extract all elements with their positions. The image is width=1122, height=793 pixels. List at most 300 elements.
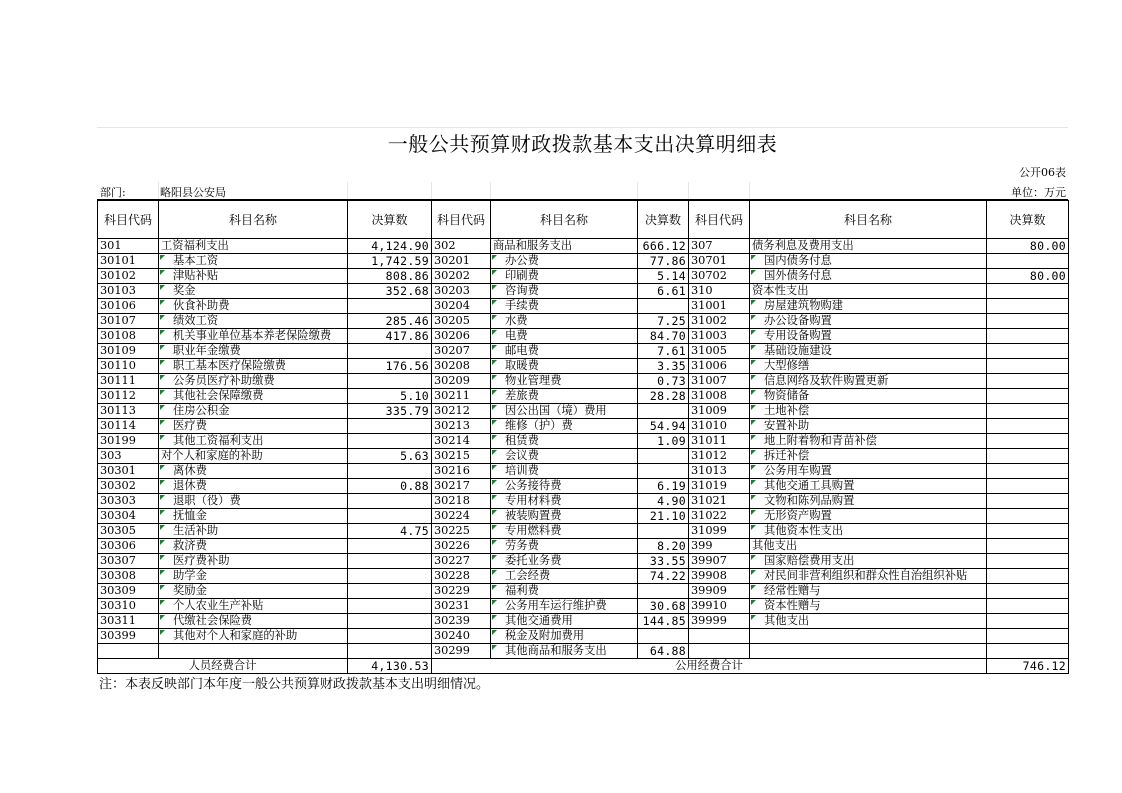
grid-divider	[431, 182, 432, 199]
account-code-cell: 30215	[432, 449, 491, 464]
header-code-1: 科目代码	[98, 201, 159, 239]
amount-cell	[987, 299, 1069, 314]
account-name-cell: 医疗费	[159, 419, 348, 434]
personnel-total-label: 人员经费合计	[98, 659, 348, 674]
amount-cell	[987, 629, 1069, 644]
account-code-cell	[689, 629, 750, 644]
amount-cell	[987, 494, 1069, 509]
account-name-cell: 被装购置费	[491, 509, 638, 524]
account-code-cell: 30309	[98, 584, 159, 599]
table-row	[98, 254, 1069, 269]
account-name-cell: 取暖费	[491, 359, 638, 374]
account-code-cell: 30310	[98, 599, 159, 614]
account-name-cell: 办公设备购置	[750, 314, 987, 329]
amount-cell: 80.00	[987, 269, 1069, 284]
form-id: 公开06表	[1019, 166, 1066, 179]
account-code-cell: 30199	[98, 434, 159, 449]
account-code-cell: 30224	[432, 509, 491, 524]
account-name-cell: 无形资产购置	[750, 509, 987, 524]
amount-cell	[987, 584, 1069, 599]
amount-cell	[987, 434, 1069, 449]
account-code-cell: 30702	[689, 269, 750, 284]
account-code-cell	[689, 644, 750, 659]
account-name-cell: 债务利息及费用支出	[750, 239, 987, 254]
table-row	[98, 524, 1069, 539]
account-code-cell: 30311	[98, 614, 159, 629]
account-name-cell: 因公出国（境）费用	[491, 404, 638, 419]
account-name-cell: 其他支出	[750, 614, 987, 629]
account-name-cell: 其他交通工具购置	[750, 479, 987, 494]
amount-cell: 74.22	[638, 569, 689, 584]
account-code-cell: 30306	[98, 539, 159, 554]
table-row	[98, 644, 1069, 659]
account-name-cell: 水费	[491, 314, 638, 329]
account-code-cell: 31002	[689, 314, 750, 329]
account-code-cell: 31007	[689, 374, 750, 389]
amount-cell	[987, 614, 1069, 629]
amount-cell	[348, 629, 432, 644]
department-name: 略阳县公安局	[160, 186, 226, 199]
table-row	[98, 479, 1069, 494]
account-code-cell: 39907	[689, 554, 750, 569]
amount-cell: 6.61	[638, 284, 689, 299]
amount-cell	[987, 404, 1069, 419]
account-code-cell: 30201	[432, 254, 491, 269]
amount-cell	[987, 389, 1069, 404]
account-name-cell: 委托业务费	[491, 554, 638, 569]
account-name-cell: 拆迁补偿	[750, 449, 987, 464]
account-name-cell: 劳务费	[491, 539, 638, 554]
table-row	[98, 239, 1069, 254]
amount-cell: 5.14	[638, 269, 689, 284]
account-code-cell: 31003	[689, 329, 750, 344]
amount-cell: 80.00	[987, 239, 1069, 254]
account-name-cell: 咨询费	[491, 284, 638, 299]
amount-cell: 21.10	[638, 509, 689, 524]
table-row	[98, 389, 1069, 404]
amount-cell: 352.68	[348, 284, 432, 299]
amount-cell	[638, 404, 689, 419]
personnel-total-value: 4,130.53	[348, 659, 432, 674]
account-code-cell: 30302	[98, 479, 159, 494]
account-name-cell: 物资储备	[750, 389, 987, 404]
account-code-cell: 30308	[98, 569, 159, 584]
public-total-label: 公用经费合计	[432, 659, 987, 674]
account-name-cell: 国家赔偿费用支出	[750, 554, 987, 569]
table-row	[98, 494, 1069, 509]
amount-cell	[348, 464, 432, 479]
expenditure-table	[97, 200, 1069, 674]
account-code-cell: 31022	[689, 509, 750, 524]
account-code-cell: 31008	[689, 389, 750, 404]
amount-cell	[987, 254, 1069, 269]
account-code-cell: 30303	[98, 494, 159, 509]
account-code-cell: 31001	[689, 299, 750, 314]
amount-cell	[987, 359, 1069, 374]
account-code-cell: 30239	[432, 614, 491, 629]
account-code-cell: 30114	[98, 419, 159, 434]
account-name-cell: 安置补助	[750, 419, 987, 434]
amount-cell	[348, 344, 432, 359]
amount-cell: 1.09	[638, 434, 689, 449]
amount-cell	[348, 509, 432, 524]
account-name-cell: 会议费	[491, 449, 638, 464]
amount-cell	[348, 494, 432, 509]
amount-cell: 5.63	[348, 449, 432, 464]
table-row	[98, 344, 1069, 359]
grid-divider	[637, 182, 638, 199]
amount-cell: 54.94	[638, 419, 689, 434]
amount-cell: 30.68	[638, 599, 689, 614]
table-row	[98, 539, 1069, 554]
account-code-cell: 30228	[432, 569, 491, 584]
account-code-cell: 30240	[432, 629, 491, 644]
account-code-cell: 30229	[432, 584, 491, 599]
account-name-cell: 个人农业生产补贴	[159, 599, 348, 614]
account-name-cell	[159, 644, 348, 659]
amount-cell	[638, 449, 689, 464]
account-name-cell: 商品和服务支出	[491, 239, 638, 254]
account-code-cell: 30214	[432, 434, 491, 449]
account-code-cell: 30301	[98, 464, 159, 479]
account-code-cell: 30112	[98, 389, 159, 404]
account-code-cell: 30107	[98, 314, 159, 329]
amount-cell	[638, 299, 689, 314]
amount-cell: 8.20	[638, 539, 689, 554]
amount-cell	[987, 314, 1069, 329]
table-row	[98, 374, 1069, 389]
account-name-cell: 基础设施建设	[750, 344, 987, 359]
account-name-cell	[750, 644, 987, 659]
account-code-cell: 30209	[432, 374, 491, 389]
account-code-cell: 30399	[98, 629, 159, 644]
table-row	[98, 359, 1069, 374]
account-name-cell: 公务接待费	[491, 479, 638, 494]
amount-cell	[987, 524, 1069, 539]
account-code-cell: 307	[689, 239, 750, 254]
account-code-cell: 30218	[432, 494, 491, 509]
account-name-cell: 土地补偿	[750, 404, 987, 419]
amount-cell: 0.88	[348, 479, 432, 494]
account-code-cell: 31005	[689, 344, 750, 359]
account-code-cell: 39908	[689, 569, 750, 584]
grid-divider	[688, 182, 689, 199]
account-code-cell: 30207	[432, 344, 491, 359]
account-name-cell: 其他对个人和家庭的补助	[159, 629, 348, 644]
amount-cell: 285.46	[348, 314, 432, 329]
report-title: 一般公共预算财政拨款基本支出决算明细表	[97, 127, 1068, 160]
account-code-cell: 30106	[98, 299, 159, 314]
account-name-cell: 其他交通费用	[491, 614, 638, 629]
account-name-cell: 津贴补贴	[159, 269, 348, 284]
table-row	[98, 509, 1069, 524]
amount-cell	[987, 554, 1069, 569]
account-name-cell: 税金及附加费用	[491, 629, 638, 644]
account-name-cell: 伙食补助费	[159, 299, 348, 314]
account-code-cell: 30299	[432, 644, 491, 659]
account-code-cell: 30701	[689, 254, 750, 269]
header-name-2: 科目名称	[491, 201, 638, 239]
totals-row	[98, 659, 1069, 674]
account-name-cell: 奖励金	[159, 584, 348, 599]
table-row	[98, 614, 1069, 629]
account-code-cell: 30101	[98, 254, 159, 269]
table-row	[98, 599, 1069, 614]
account-code-cell: 30109	[98, 344, 159, 359]
account-code-cell: 30113	[98, 404, 159, 419]
account-code-cell: 30216	[432, 464, 491, 479]
account-code-cell: 30208	[432, 359, 491, 374]
amount-cell	[638, 629, 689, 644]
account-name-cell: 生活补助	[159, 524, 348, 539]
report-sheet	[97, 127, 1068, 696]
account-name-cell: 专用燃料费	[491, 524, 638, 539]
amount-cell: 28.28	[638, 389, 689, 404]
account-code-cell: 30202	[432, 269, 491, 284]
account-code-cell: 302	[432, 239, 491, 254]
amount-cell	[638, 524, 689, 539]
account-code-cell: 31019	[689, 479, 750, 494]
account-name-cell: 绩效工资	[159, 314, 348, 329]
account-code-cell: 30213	[432, 419, 491, 434]
account-name-cell: 印刷费	[491, 269, 638, 284]
account-code-cell: 30203	[432, 284, 491, 299]
account-name-cell: 代缴社会保险费	[159, 614, 348, 629]
grid-divider	[158, 182, 159, 199]
account-name-cell: 机关事业单位基本养老保险缴费	[159, 329, 348, 344]
account-name-cell: 维修（护）费	[491, 419, 638, 434]
account-name-cell: 地上附着物和青苗补偿	[750, 434, 987, 449]
amount-cell: 6.19	[638, 479, 689, 494]
account-name-cell: 公务用车购置	[750, 464, 987, 479]
amount-cell: 77.86	[638, 254, 689, 269]
account-name-cell: 电费	[491, 329, 638, 344]
account-name-cell: 房屋建筑物购建	[750, 299, 987, 314]
account-name-cell: 资本性赠与	[750, 599, 987, 614]
unit-label: 单位：万元	[1011, 186, 1066, 199]
account-name-cell: 福利费	[491, 584, 638, 599]
table-row	[98, 314, 1069, 329]
account-code-cell: 303	[98, 449, 159, 464]
account-code-cell: 31011	[689, 434, 750, 449]
amount-cell: 84.70	[638, 329, 689, 344]
account-name-cell: 其他支出	[750, 539, 987, 554]
account-code-cell: 30211	[432, 389, 491, 404]
account-code-cell: 301	[98, 239, 159, 254]
amount-cell: 4.90	[638, 494, 689, 509]
account-name-cell: 退职（役）费	[159, 494, 348, 509]
amount-cell	[987, 329, 1069, 344]
account-name-cell: 文物和陈列品购置	[750, 494, 987, 509]
amount-cell	[987, 464, 1069, 479]
account-code-cell: 30307	[98, 554, 159, 569]
account-name-cell: 其他资本性支出	[750, 524, 987, 539]
amount-cell	[348, 584, 432, 599]
account-code-cell: 30204	[432, 299, 491, 314]
account-name-cell: 职业年金缴费	[159, 344, 348, 359]
grid-divider	[490, 182, 491, 199]
footnote: 注：本表反映部门本年度一般公共预算财政拨款基本支出明细情况。	[99, 677, 490, 692]
amount-cell	[987, 539, 1069, 554]
header-name-3: 科目名称	[750, 201, 987, 239]
amount-cell: 4.75	[348, 524, 432, 539]
amount-cell: 7.25	[638, 314, 689, 329]
amount-cell	[987, 419, 1069, 434]
account-code-cell: 31012	[689, 449, 750, 464]
table-row	[98, 404, 1069, 419]
account-code-cell: 30102	[98, 269, 159, 284]
amount-cell: 0.73	[638, 374, 689, 389]
amount-cell	[348, 599, 432, 614]
header-code-2: 科目代码	[432, 201, 491, 239]
table-row	[98, 449, 1069, 464]
table-row	[98, 554, 1069, 569]
account-code-cell: 39999	[689, 614, 750, 629]
amount-cell	[348, 419, 432, 434]
account-code-cell: 31021	[689, 494, 750, 509]
table-row	[98, 629, 1069, 644]
department-line	[97, 182, 1068, 200]
account-name-cell: 办公费	[491, 254, 638, 269]
account-name-cell: 对民间非营利组织和群众性自治组织补贴	[750, 569, 987, 584]
account-name-cell: 物业管理费	[491, 374, 638, 389]
account-code-cell: 399	[689, 539, 750, 554]
table-row	[98, 269, 1069, 284]
account-code-cell: 30305	[98, 524, 159, 539]
amount-cell: 1,742.59	[348, 254, 432, 269]
account-name-cell: 其他商品和服务支出	[491, 644, 638, 659]
account-name-cell: 经常性赠与	[750, 584, 987, 599]
account-code-cell: 31006	[689, 359, 750, 374]
account-name-cell: 专用材料费	[491, 494, 638, 509]
amount-cell: 417.86	[348, 329, 432, 344]
table-row	[98, 464, 1069, 479]
account-name-cell: 其他社会保障缴费	[159, 389, 348, 404]
account-name-cell: 信息网络及软件购置更新	[750, 374, 987, 389]
amount-cell: 176.56	[348, 359, 432, 374]
account-code-cell: 310	[689, 284, 750, 299]
amount-cell	[638, 584, 689, 599]
amount-cell	[987, 599, 1069, 614]
account-code-cell: 31010	[689, 419, 750, 434]
amount-cell	[348, 539, 432, 554]
account-name-cell: 助学金	[159, 569, 348, 584]
account-name-cell: 奖金	[159, 284, 348, 299]
account-name-cell: 国外债务付息	[750, 269, 987, 284]
amount-cell: 5.10	[348, 389, 432, 404]
account-name-cell: 大型修缮	[750, 359, 987, 374]
amount-cell	[987, 284, 1069, 299]
amount-cell	[987, 644, 1069, 659]
amount-cell: 7.61	[638, 344, 689, 359]
form-id-line	[97, 160, 1068, 182]
account-name-cell: 其他工资福利支出	[159, 434, 348, 449]
table-row	[98, 569, 1069, 584]
amount-cell	[638, 464, 689, 479]
account-name-cell: 对个人和家庭的补助	[159, 449, 348, 464]
amount-cell	[348, 644, 432, 659]
account-name-cell: 医疗费补助	[159, 554, 348, 569]
account-code-cell: 30212	[432, 404, 491, 419]
amount-cell: 666.12	[638, 239, 689, 254]
account-code-cell: 30217	[432, 479, 491, 494]
amount-cell	[987, 569, 1069, 584]
account-name-cell: 差旅费	[491, 389, 638, 404]
department-label: 部门:	[100, 186, 126, 199]
account-code-cell: 30231	[432, 599, 491, 614]
account-code-cell: 31009	[689, 404, 750, 419]
amount-cell	[348, 374, 432, 389]
account-code-cell: 30226	[432, 539, 491, 554]
amount-cell: 4,124.90	[348, 239, 432, 254]
grid-divider	[749, 182, 750, 199]
account-name-cell: 工资福利支出	[159, 239, 348, 254]
header-row	[98, 201, 1069, 239]
amount-cell	[348, 299, 432, 314]
amount-cell: 64.88	[638, 644, 689, 659]
account-code-cell: 31013	[689, 464, 750, 479]
table-row	[98, 419, 1069, 434]
account-name-cell: 住房公积金	[159, 404, 348, 419]
account-name-cell: 工会经费	[491, 569, 638, 584]
amount-cell	[987, 449, 1069, 464]
account-name-cell: 邮电费	[491, 344, 638, 359]
header-amount-2: 决算数	[638, 201, 689, 239]
header-name-1: 科目名称	[159, 201, 348, 239]
amount-cell: 144.85	[638, 614, 689, 629]
account-code-cell: 39909	[689, 584, 750, 599]
account-name-cell: 离休费	[159, 464, 348, 479]
amount-cell: 808.86	[348, 269, 432, 284]
account-code-cell: 30206	[432, 329, 491, 344]
account-name-cell: 租赁费	[491, 434, 638, 449]
account-code-cell: 30110	[98, 359, 159, 374]
account-code-cell: 39910	[689, 599, 750, 614]
amount-cell	[348, 614, 432, 629]
header-amount-1: 决算数	[348, 201, 432, 239]
table-row	[98, 584, 1069, 599]
table-row	[98, 299, 1069, 314]
amount-cell	[987, 509, 1069, 524]
grid-divider	[347, 182, 348, 199]
public-total-value: 746.12	[987, 659, 1069, 674]
account-code-cell: 30108	[98, 329, 159, 344]
amount-cell: 33.55	[638, 554, 689, 569]
table-row	[98, 329, 1069, 344]
table-row	[98, 434, 1069, 449]
account-code-cell: 30103	[98, 284, 159, 299]
account-name-cell: 公务员医疗补助缴费	[159, 374, 348, 389]
account-name-cell: 培训费	[491, 464, 638, 479]
account-name-cell: 国内债务付息	[750, 254, 987, 269]
account-name-cell: 退休费	[159, 479, 348, 494]
account-name-cell: 资本性支出	[750, 284, 987, 299]
account-code-cell: 30304	[98, 509, 159, 524]
amount-cell: 335.79	[348, 404, 432, 419]
account-code-cell	[98, 644, 159, 659]
account-name-cell: 救济费	[159, 539, 348, 554]
account-name-cell: 手续费	[491, 299, 638, 314]
account-name-cell: 抚恤金	[159, 509, 348, 524]
amount-cell	[348, 569, 432, 584]
account-code-cell: 30225	[432, 524, 491, 539]
account-code-cell: 30111	[98, 374, 159, 389]
header-amount-3: 决算数	[987, 201, 1069, 239]
account-code-cell: 30205	[432, 314, 491, 329]
account-name-cell: 基本工资	[159, 254, 348, 269]
amount-cell	[348, 434, 432, 449]
table-row	[98, 284, 1069, 299]
